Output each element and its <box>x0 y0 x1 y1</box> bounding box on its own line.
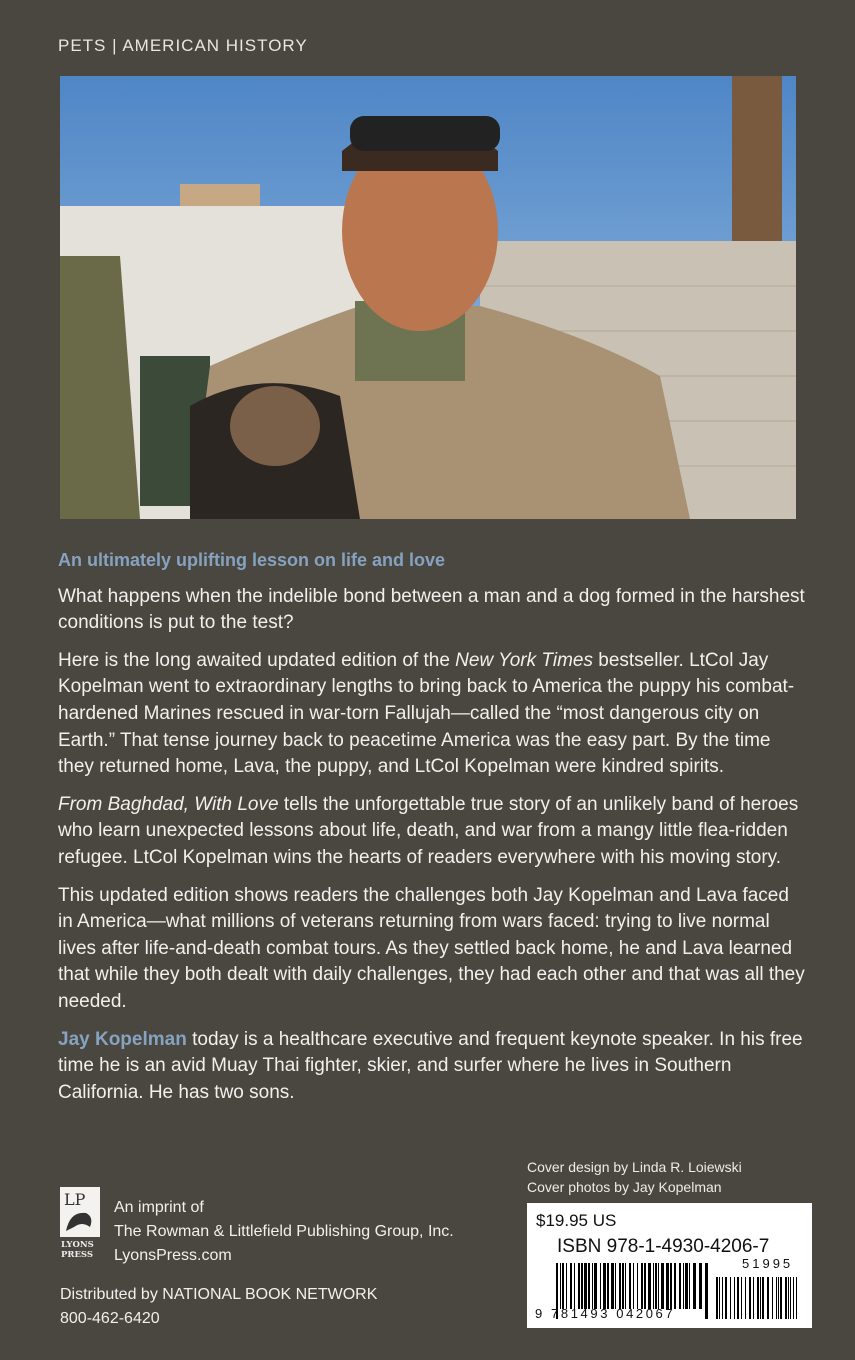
addon-bar <box>734 1277 735 1319</box>
addon-bar <box>767 1277 769 1319</box>
addon-bar <box>796 1277 797 1319</box>
text: today is a healthcare executive and frequent keynote speaker. In his free time he is an avid Muay Thai fighter, skier, and surfer where he lives in Southern California. He has two sons. <box>58 1028 803 1103</box>
text: tells the unforgettable true story of an unlikely band of heroes who learn unexpected lessons about life, death, and war from a mangy little flea-ridden refugee. LtCol Kopelman wins the hearts of readers everywhere with his moving story. <box>58 793 799 868</box>
paragraph-1: What happens when the indelible bond between a man and a dog formed in the harshest conditions is put to the test? <box>58 585 805 634</box>
category-label: PETS | AMERICAN HISTORY <box>58 36 308 55</box>
barcode-bar <box>705 1263 708 1319</box>
design-credit: Cover design by Linda R. Loiewski <box>527 1159 742 1175</box>
barcode-bar <box>655 1263 657 1309</box>
addon-bar <box>749 1277 751 1319</box>
barcode-bar <box>566 1263 567 1309</box>
text: bestseller. LtCol Jay Kopelman went to extraordinary lengths to bring back to America the puppy his combat-hardened Marines rescued in war-torn Fallujah—called the “most dangerous city on Earth.” That tense journey back to peacetime America was the easy part. By the time they returned home, Lava, the puppy, and LtCol Kopelman were kindred spirits. <box>58 649 795 778</box>
paragraph-2 <box>58 648 808 781</box>
addon-bar <box>788 1277 789 1319</box>
addon-bar <box>778 1277 779 1319</box>
title-italic: New York Times <box>455 649 593 671</box>
publisher-name: The Rowman & Littlefield Publishing Group, Inc. <box>114 1223 454 1240</box>
addon-bar <box>716 1277 718 1319</box>
barcode-bar <box>679 1263 681 1309</box>
barcode-bar <box>584 1263 587 1309</box>
imprint-line: An imprint of <box>114 1199 204 1216</box>
barcode-bar <box>592 1263 593 1309</box>
barcode-bar <box>685 1263 688 1309</box>
barcode-bar <box>625 1263 626 1309</box>
addon-bar <box>753 1277 754 1319</box>
paragraph-3 <box>58 792 808 872</box>
distributor: Distributed by NATIONAL BOOK NETWORK <box>60 1286 378 1303</box>
barcode-bar <box>607 1263 609 1309</box>
barcode-bar <box>611 1263 614 1309</box>
addon-bar <box>730 1277 731 1319</box>
barcode-bar <box>670 1263 672 1309</box>
text: Here is the long awaited updated edition of the <box>58 649 456 671</box>
addon-bar <box>719 1277 720 1319</box>
barcode-bar <box>581 1263 583 1309</box>
addon-bar <box>785 1277 787 1319</box>
svg-text:LP: LP <box>64 1190 86 1209</box>
addon-bar <box>725 1277 727 1319</box>
barcode-bar <box>560 1263 561 1309</box>
publisher-website: LyonsPress.com <box>114 1247 232 1264</box>
barcode-bar <box>693 1263 696 1309</box>
barcode-bar <box>633 1263 634 1309</box>
addon-bar <box>745 1277 746 1319</box>
barcode-bar <box>629 1263 631 1309</box>
barcode-bar <box>666 1263 669 1309</box>
book-title-italic: From Baghdad, With Love <box>58 793 279 815</box>
barcode-bar <box>658 1263 659 1309</box>
publisher-info <box>114 1196 454 1268</box>
addon-bar <box>737 1277 739 1319</box>
barcode-bar <box>588 1263 590 1309</box>
barcode-bar <box>641 1263 643 1309</box>
barcode-bar <box>661 1263 664 1309</box>
barcode-bar <box>619 1263 621 1309</box>
barcode-box <box>527 1203 812 1328</box>
distribution-info <box>60 1283 377 1331</box>
barcode-bar <box>603 1263 606 1309</box>
author-bio <box>58 1027 808 1107</box>
addon-bar <box>780 1277 782 1319</box>
barcode-bar <box>594 1263 597 1309</box>
barcode-bar <box>574 1263 575 1309</box>
phone-number: 800-462-6420 <box>60 1310 160 1327</box>
barcode-bar <box>622 1263 624 1309</box>
addon-bar <box>793 1277 794 1319</box>
cover-photo <box>60 76 796 519</box>
paragraph-4: This updated edition shows readers the challenges both Jay Kopelman and Lava faced in America—what millions of veterans returning from wars faced: trying to live normal lives after life-and-death combat tours. As they settled back home, he and Lava learned that while they both dealt with daily challenges, they had each other and that was all they needed. <box>58 884 805 1012</box>
addon-digits: 51995 <box>742 1256 794 1271</box>
tagline: An ultimately uplifting lesson on life and love <box>58 550 446 570</box>
barcode-bar <box>570 1263 572 1309</box>
addon-bar <box>776 1277 777 1319</box>
barcode-bar <box>644 1263 646 1309</box>
barcode-bar <box>689 1263 690 1309</box>
price: $19.95 US <box>536 1211 617 1230</box>
cover-credits <box>527 1157 742 1197</box>
barcode-bar <box>699 1263 702 1309</box>
svg-text:PRESS: PRESS <box>61 1250 94 1259</box>
barcode-bar <box>653 1263 654 1309</box>
addon-bar <box>722 1277 723 1319</box>
addon-bar <box>772 1277 773 1319</box>
barcode-bar <box>615 1263 616 1309</box>
addon-bar <box>757 1277 759 1319</box>
barcode-bar <box>648 1263 651 1309</box>
addon-bar <box>741 1277 742 1319</box>
isbn: ISBN 978-1-4930-4206-7 <box>557 1236 770 1257</box>
barcode-bar <box>562 1263 564 1309</box>
barcode-bar <box>637 1263 638 1309</box>
blurb <box>58 547 808 1117</box>
barcode-bar <box>674 1263 676 1309</box>
svg-text:LYONS: LYONS <box>61 1240 94 1250</box>
ean-digits: 9 781493 042067 <box>535 1306 676 1321</box>
lyons-press-logo-icon <box>60 1187 100 1259</box>
author-name: Jay Kopelman <box>58 1028 187 1050</box>
addon-bar <box>760 1277 761 1319</box>
barcode-bar <box>578 1263 580 1309</box>
addon-bar <box>790 1277 791 1319</box>
barcode-bar <box>600 1263 601 1309</box>
addon-bar <box>762 1277 764 1319</box>
photo-credit: Cover photos by Jay Kopelman <box>527 1179 722 1195</box>
barcode-bar <box>683 1263 684 1309</box>
